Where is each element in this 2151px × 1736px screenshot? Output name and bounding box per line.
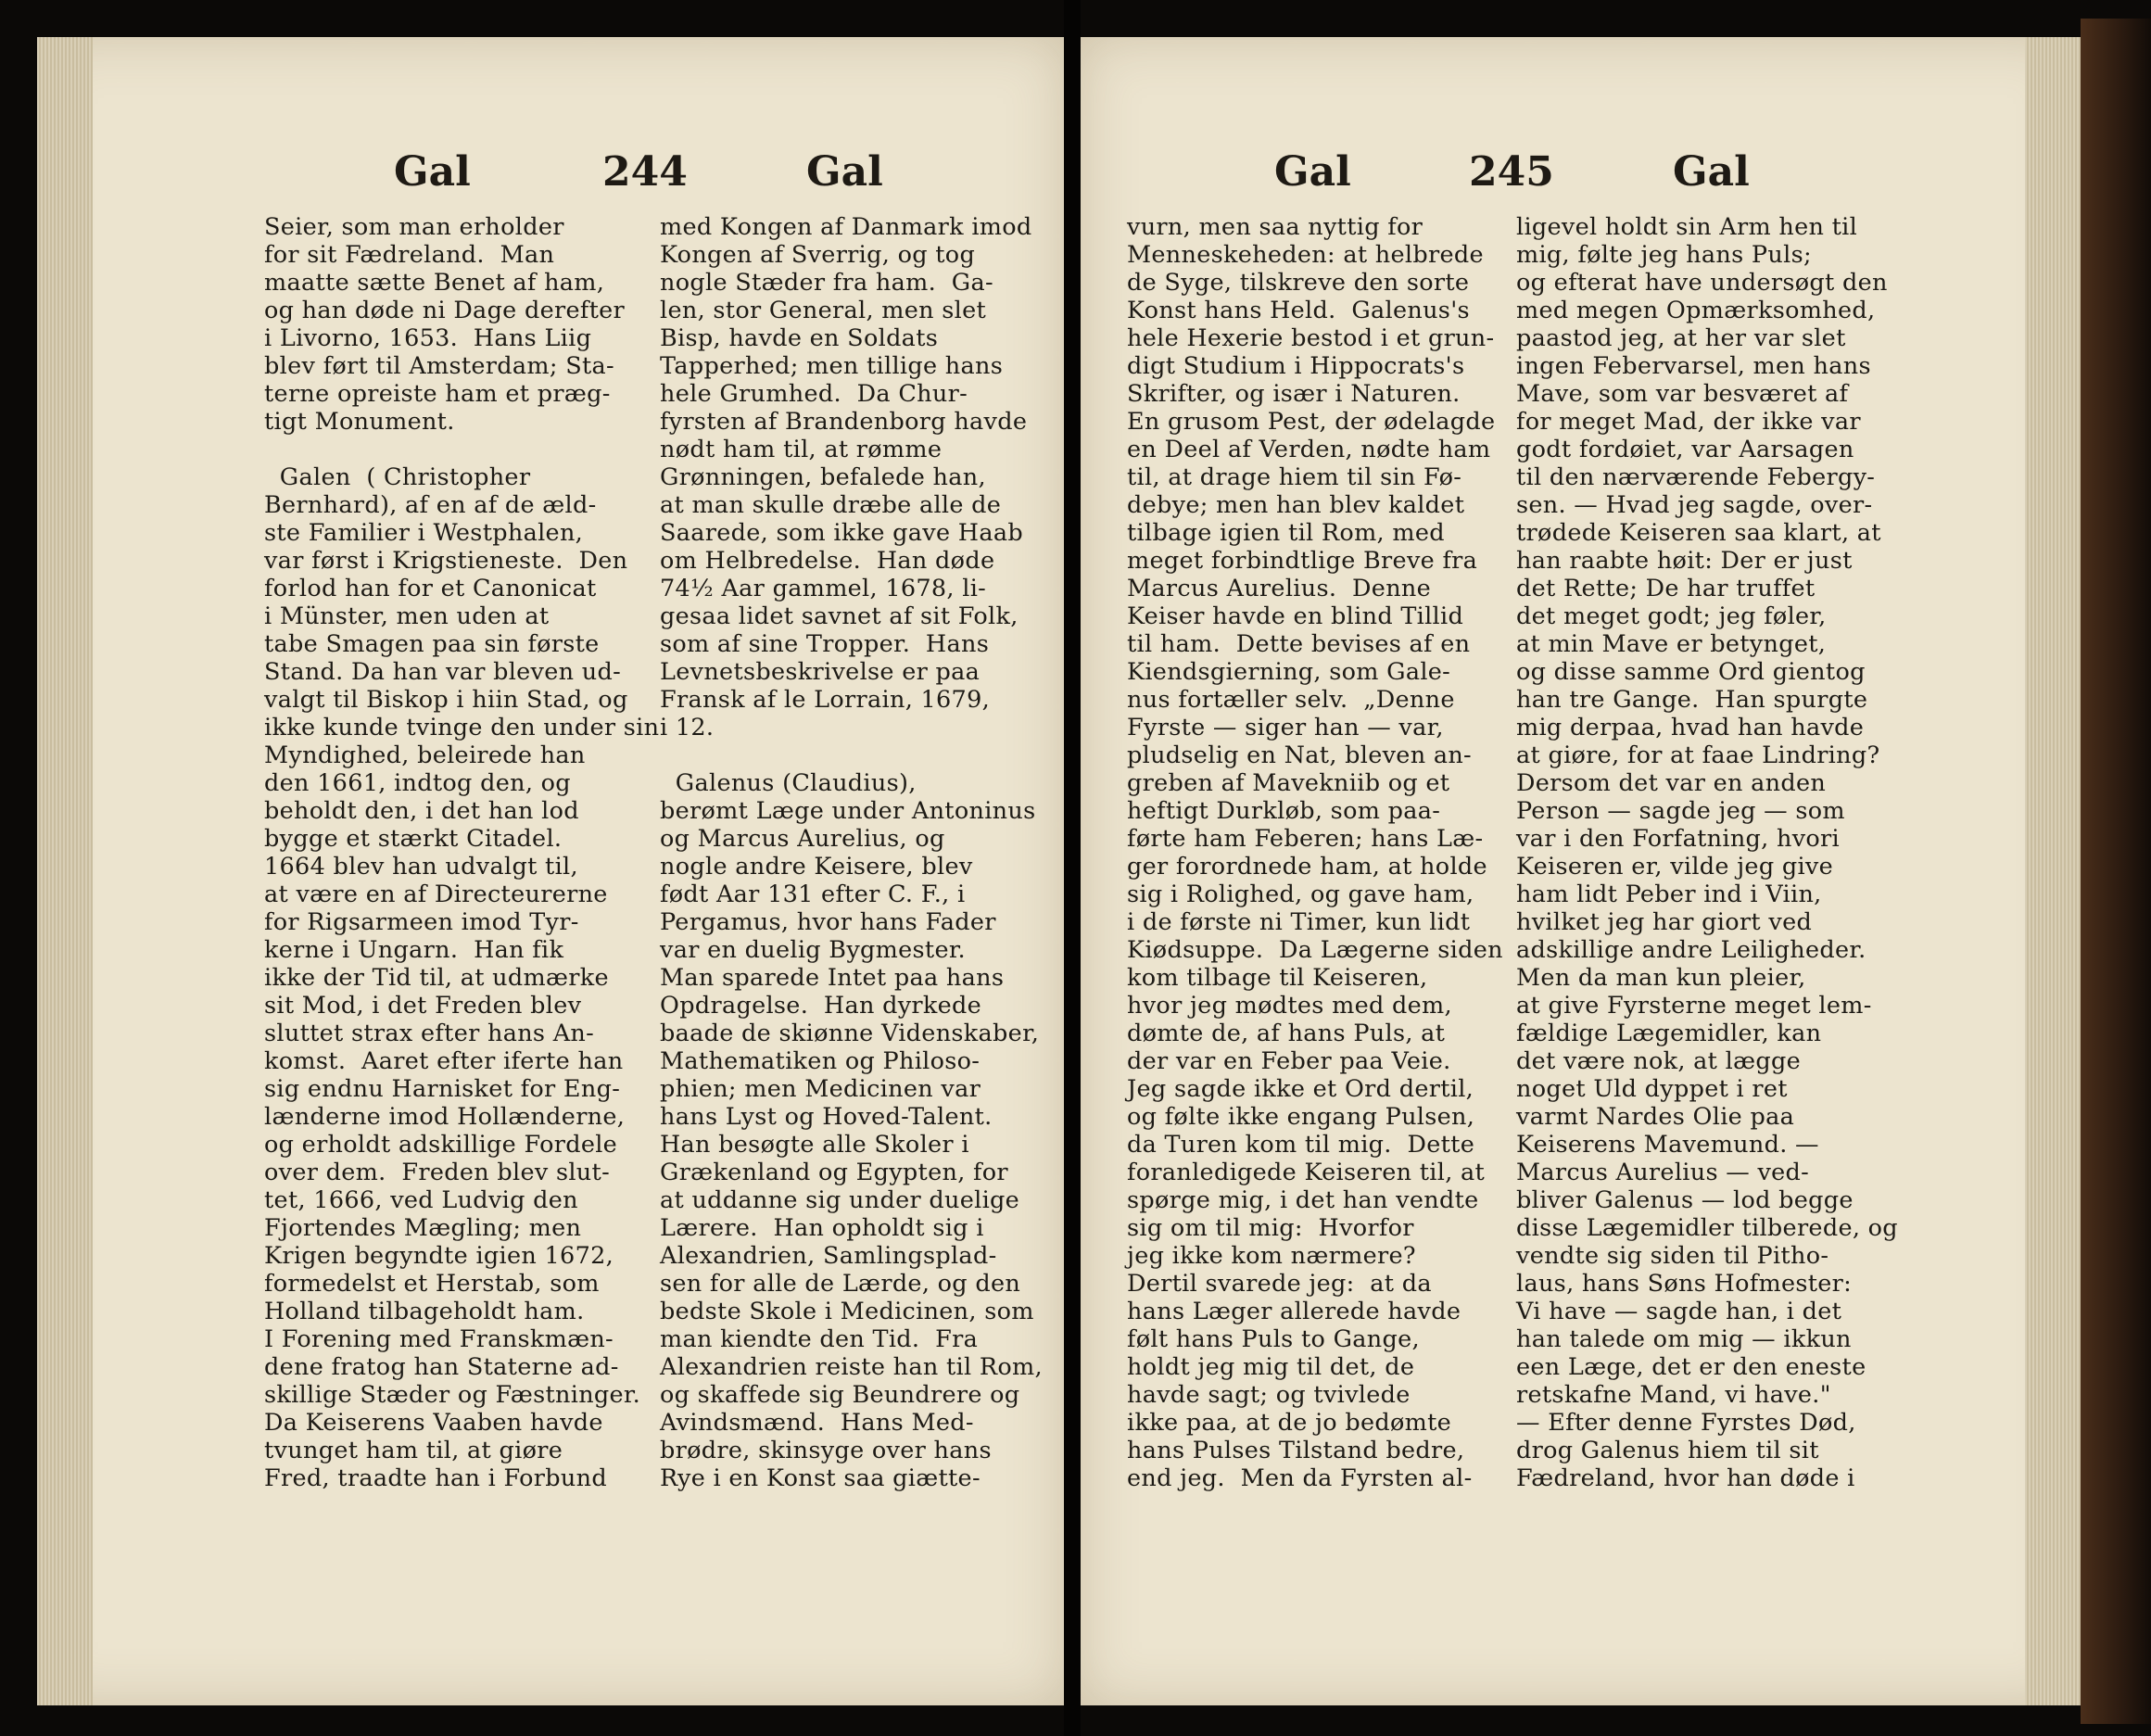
left-header-catchword-right: Gal [806, 148, 883, 196]
book-gutter [1064, 0, 1081, 1736]
left-column-1: Seier, som man erholder for sit Fædreland. Man maatte sætte Benet af ham, og han døde ni Dage derefter i Livorno, 1653. Hans Liig blev ført til Amsterdam; Sta- terne opreiste ham et præg- tigt Monument. Galen ( Christopher Bernhard), af en af de æld- ste Familier i Westphalen, var først i Krigstieneste. Den forlod han for et Canonicat i Münster, men uden at tabe Smagen paa sin første Stand. Da han var bleven ud- valgt til Biskop i hiin Stad, og ikke kunde tvinge den under sin Myndighed, beleirede han den 1661, indtog den, og beholdt den, i det han lod bygge et stærkt Citadel. 1664 blev han udvalgt til, at være en af Directeurerne for Rigsarmeen imod Tyr- kerne i Ungarn. Han fik ikke der Tid til, at udmærke sit Mod, i det Freden blev sluttet strax efter hans An- komst. Aaret efter iferte han sig endnu Harnisket for Eng- lænderne imod Hollænderne, og erholdt adskillige Fordele over dem. Freden blev slut- tet, 1666, ved Ludvig den Fjortendes Mægling; men Krigen begyndte igien 1672, formedelst et Herstab, som Holland tilbageholdt ham. I Forening med Franskmæn- dene fratog han Staterne ad- skillige Stæder og Fæstninger. Da Keiserens Vaaben havde tvunget ham til, at giøre Fred, traadte han i Forbund [264, 213, 660, 1492]
book-cover-edge [2081, 19, 2151, 1724]
right-column-2: ligevel holdt sin Arm hen til mig, følte jeg hans Puls; og efterat have undersøgt den med megen Opmærksomhed, paastod jeg, at her var slet ingen Febervarsel, men hans Mave, som var besværet af for meget Mad, der ikke var godt fordøiet, var Aarsagen til den nærværende Febergy- sen. — Hvad jeg sagde, over- trødede Keiseren saa klart, at han raabte høit: Der er just det Rette; De har truffet det meget godt; jeg føler, at min Mave er betynget, og disse samme Ord gientog han tre Gange. Han spurgte mig derpaa, hvad han havde at giøre, for at faae Lindring? Dersom det var en anden Person — sagde jeg — som var i den Forfatning, hvori Keiseren er, vilde jeg give ham lidt Peber ind i Viin, hvilket jeg har giort ved adskillige andre Leiligheder. Men da man kun pleier, at give Fyrsterne meget lem- fældige Lægemidler, kan det være nok, at lægge noget Uld dyppet i ret varmt Nardes Olie paa Keiserens Mavemund. — Marcus Aurelius — ved- bliver Galenus — lod begge disse Lægemidler tilberede, og vendte sig siden til Pitho- laus, hans Søns Hofmester: Vi have — sagde han, i det han talede om mig — ikkun een Læge, det er den eneste retskafne Mand, vi have." — Efter denne Fyrstes Død, drog Galenus hiem til sit Fædreland, hvor han døde i [1516, 213, 1898, 1492]
left-header-catchword-left: Gal [394, 148, 471, 196]
right-page-number: 245 [1469, 148, 1554, 196]
right-header-catchword-left: Gal [1274, 148, 1351, 196]
right-column-1: vurn, men saa nyttig for Menneskeheden: at helbrede de Syge, tilskreve den sorte Konst hans Held. Galenus's hele Hexerie bestod i et grun- digt Studium i Hippocrats's Skrifter, og især i Naturen. En grusom Pest, der ødelagde en Deel af Verden, nødte ham til, at drage hiem til sin Fø- debye; men han blev kaldet tilbage igien til Rom, med meget forbindtlige Breve fra Marcus Aurelius. Denne Keiser havde en blind Tillid til ham. Dette bevises af en Kiendsgierning, som Gale- nus fortæller selv. „Denne Fyrste — siger han — var, pludselig en Nat, bleven an- greben af Mavekniib og et heftigt Durkløb, som paa- førte ham Feberen; hans Læ- ger forordnede ham, at holde sig i Rolighed, og gave ham, i de første ni Timer, kun lidt Kiødsuppe. Da Lægerne siden kom tilbage til Keiseren, hvor jeg mødtes med dem, dømte de, af hans Puls, at der var en Feber paa Veie. Jeg sagde ikke et Ord dertil, og følte ikke engang Pulsen, da Turen kom til mig. Dette foranledigede Keiseren til, at spørge mig, i det han vendte sig om til mig: Hvorfor jeg ikke kom nærmere? Dertil svarede jeg: at da hans Læger allerede havde følt hans Puls to Gange, holdt jeg mig til det, de havde sagt; og tvivlede ikke paa, at de jo bedømte hans Pulses Tilstand bedre, end jeg. Men da Fyrsten al- [1127, 213, 1503, 1492]
left-page-number: 244 [602, 148, 688, 196]
right-header-catchword-right: Gal [1673, 148, 1750, 196]
left-column-2: med Kongen af Danmark imod Kongen af Sverrig, og tog nogle Stæder fra ham. Ga- len, stor General, men slet Bisp, havde en Soldats Tapperhed; men tillige hans hele Grumhed. Da Chur- fyrsten af Brandenborg havde nødt ham til, at rømme Grønningen, befalede han, at man skulle dræbe alle de Saarede, som ikke gave Haab om Helbredelse. Han døde 74½ Aar gammel, 1678, li- gesaa lidet savnet af sit Folk, som af sine Tropper. Hans Levnetsbeskrivelse er paa Fransk af le Lorrain, 1679, i 12. Galenus (Claudius), berømt Læge under Antoninus og Marcus Aurelius, og nogle andre Keisere, blev født Aar 131 efter C. F., i Pergamus, hvor hans Fader var en duelig Bygmester. Man sparede Intet paa hans Opdragelse. Han dyrkede baade de skiønne Videnskaber, Mathematiken og Philoso- phien; men Medicinen var hans Lyst og Hoved-Talent. Han besøgte alle Skoler i Grækenland og Egypten, for at uddanne sig under duelige Lærere. Han opholdt sig i Alexandrien, Samlingsplad- sen for alle de Lærde, og den bedste Skole i Medicinen, som man kiendte den Tid. Fra Alexandrien reiste han til Rom, og skaffede sig Beundrere og Avindsmænd. Hans Med- brødre, skinsyge over hans Rye i en Konst saa giætte- [660, 213, 1043, 1492]
right-page-edges [2025, 37, 2081, 1705]
left-page-edges [37, 37, 93, 1705]
